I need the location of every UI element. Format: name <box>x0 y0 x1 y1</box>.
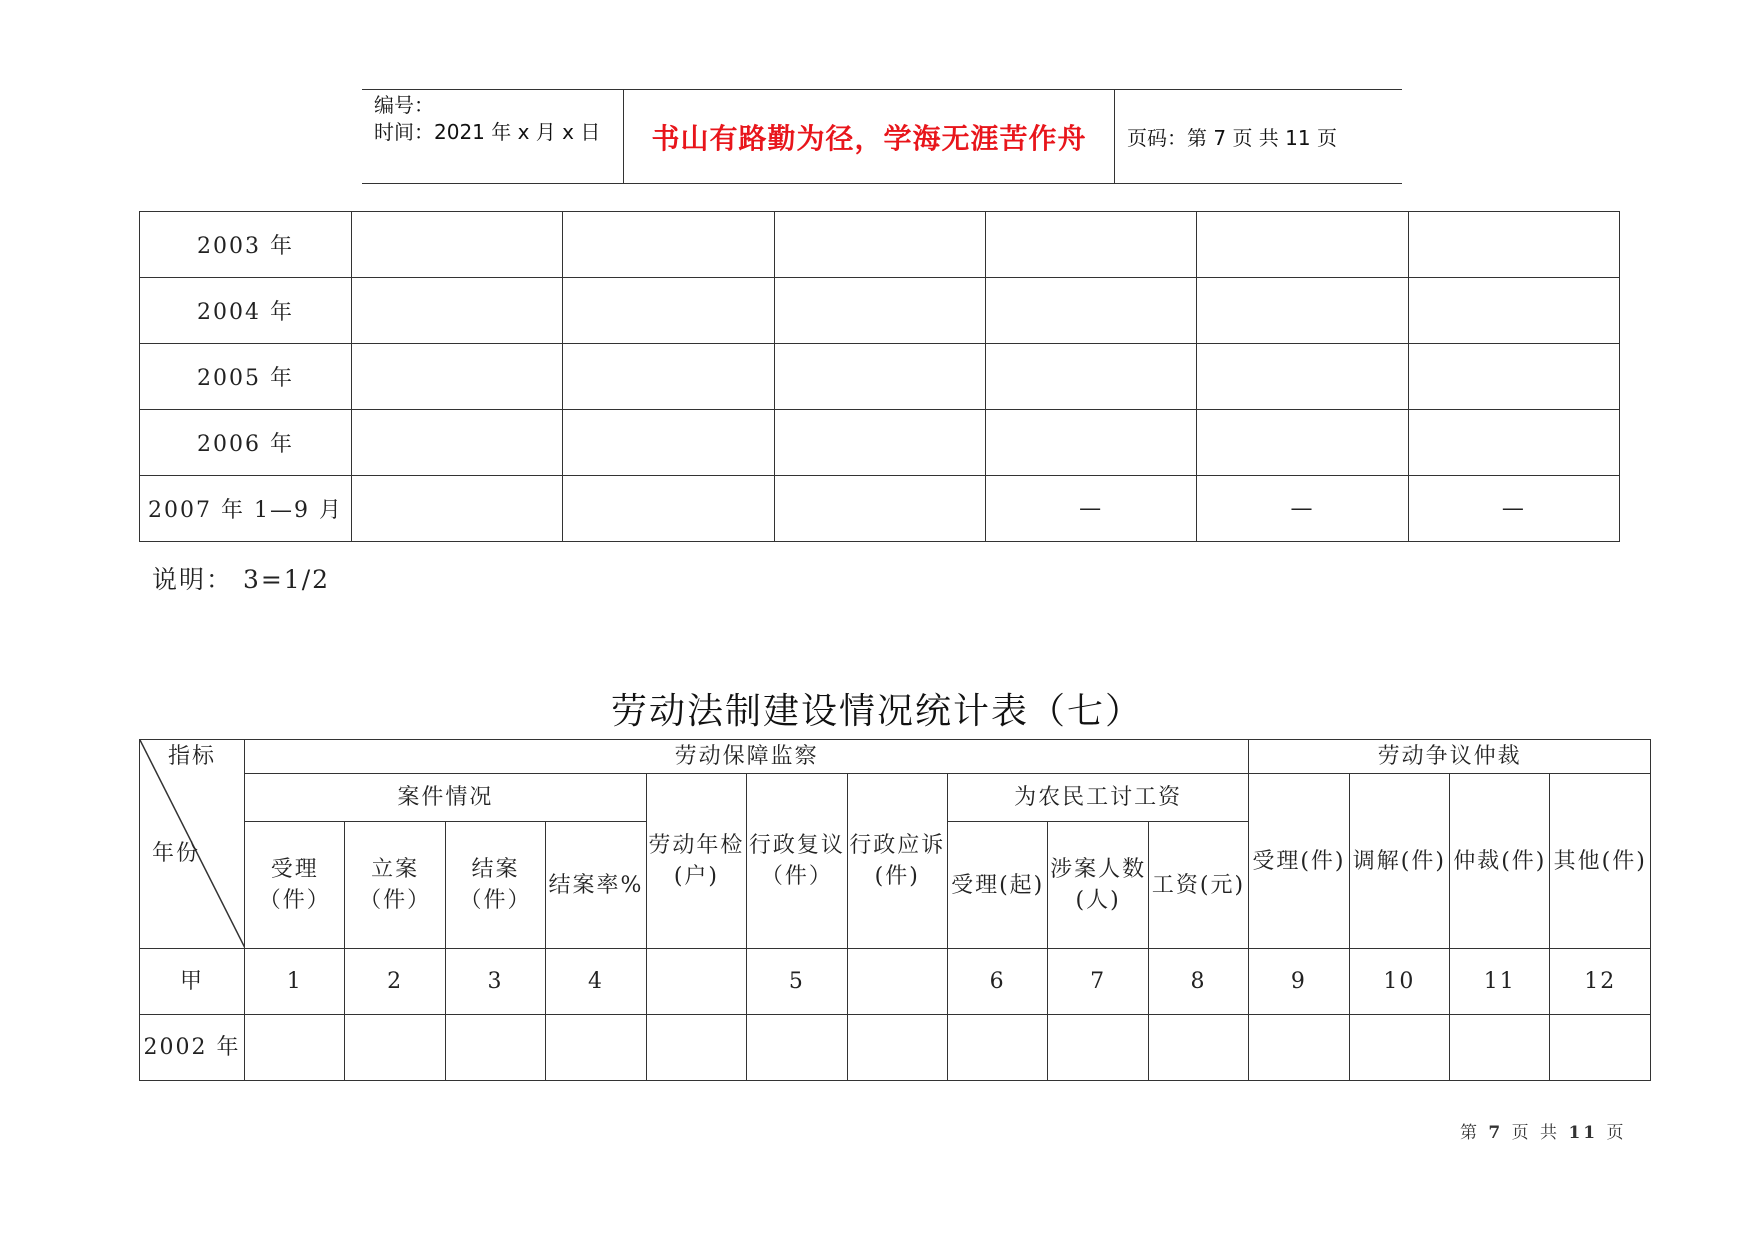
table-note: 说明： 3=1/2 <box>152 565 331 594</box>
data-cell <box>985 410 1196 476</box>
data-cell <box>1550 1015 1651 1081</box>
index-cell: 7 <box>1048 949 1148 1015</box>
footer-suffix: 页 <box>1606 1123 1627 1143</box>
data-cell: — <box>985 476 1196 542</box>
data-cell <box>1408 344 1619 410</box>
footer-total-pages: 11 <box>1568 1123 1599 1143</box>
group-header-arbitration: 劳动争议仲裁 <box>1249 740 1651 774</box>
stats-table-continued <box>139 211 1620 542</box>
data-cell <box>563 278 774 344</box>
footer-page-number: 7 <box>1488 1123 1504 1143</box>
index-row <box>140 949 1651 1015</box>
data-cell <box>1048 1015 1148 1081</box>
table-title: 劳动法制建设情况统计表（七） <box>610 691 1143 732</box>
data-cell <box>774 410 985 476</box>
data-cell <box>646 1015 746 1081</box>
data-cell <box>774 476 985 542</box>
col-header-arb-accepted: 受理(件) <box>1249 774 1349 949</box>
data-cell <box>352 212 563 278</box>
col-header-admin-review: 行政复议（件） <box>747 774 847 949</box>
index-cell: 4 <box>546 949 646 1015</box>
data-cell: — <box>1197 476 1408 542</box>
footer-prefix: 第 <box>1460 1123 1480 1143</box>
footer-mid: 页 共 <box>1511 1123 1561 1143</box>
index-row-label: 甲 <box>140 949 245 1015</box>
data-cell <box>1148 1015 1248 1081</box>
subgroup-header-wages: 为农民工讨工资 <box>947 774 1248 822</box>
table-row <box>140 212 1620 278</box>
col-header-wage-accepted: 受理(起) <box>947 822 1047 949</box>
table-row <box>140 344 1620 410</box>
col-header-filed: 立案（件） <box>345 822 445 949</box>
data-cell <box>546 1015 646 1081</box>
data-cell <box>1450 1015 1550 1081</box>
col-header-arb-other: 其他(件) <box>1550 774 1651 949</box>
data-cell <box>1197 278 1408 344</box>
index-cell: 12 <box>1550 949 1651 1015</box>
data-cell <box>352 344 563 410</box>
col-header-closed: 结案（件） <box>445 822 545 949</box>
index-cell: 10 <box>1349 949 1449 1015</box>
table-row <box>140 278 1620 344</box>
index-cell: 8 <box>1148 949 1248 1015</box>
data-cell <box>563 212 774 278</box>
data-cell <box>352 476 563 542</box>
data-cell <box>1408 212 1619 278</box>
data-cell <box>1408 410 1619 476</box>
document-time-label: 时间：2021 年 x 月 x 日 <box>374 120 601 144</box>
labor-law-stats-table <box>139 739 1651 1081</box>
data-cell <box>563 410 774 476</box>
table-row <box>140 1015 1651 1081</box>
col-header-accepted: 受理（件） <box>245 822 345 949</box>
data-cell <box>1249 1015 1349 1081</box>
corner-label-indicator: 指标 <box>168 744 217 769</box>
data-cell <box>774 344 985 410</box>
data-cell <box>985 278 1196 344</box>
page-footer <box>1460 1118 1627 1143</box>
header-meta <box>362 90 624 183</box>
header-motto: 书山有路勤为径，学海无涯苦作舟 <box>624 90 1115 183</box>
index-cell: 3 <box>445 949 545 1015</box>
data-cell <box>563 476 774 542</box>
corner-label-year: 年份 <box>152 841 201 866</box>
index-cell: 11 <box>1450 949 1550 1015</box>
index-cell: 6 <box>947 949 1047 1015</box>
data-cell <box>345 1015 445 1081</box>
year-cell: 2004 年 <box>140 278 352 344</box>
document-number-label: 编号： <box>374 93 434 117</box>
data-cell <box>985 212 1196 278</box>
year-cell: 2005 年 <box>140 344 352 410</box>
subgroup-header-cases: 案件情况 <box>245 774 647 822</box>
col-header-wage-people: 涉案人数(人) <box>1048 822 1148 949</box>
data-cell <box>774 278 985 344</box>
col-header-admin-suit: 行政应诉(件) <box>847 774 947 949</box>
table-row <box>140 476 1620 542</box>
group-header-supervision: 劳动保障监察 <box>245 740 1249 774</box>
data-cell: — <box>1408 476 1619 542</box>
year-cell: 2007 年 1—9 月 <box>140 476 352 542</box>
data-cell <box>352 410 563 476</box>
year-cell: 2006 年 <box>140 410 352 476</box>
data-cell <box>947 1015 1047 1081</box>
data-cell <box>1197 410 1408 476</box>
table-row <box>140 410 1620 476</box>
index-cell: 1 <box>245 949 345 1015</box>
data-cell <box>1349 1015 1449 1081</box>
corner-header-cell <box>140 740 245 949</box>
data-cell <box>352 278 563 344</box>
year-cell: 2003 年 <box>140 212 352 278</box>
data-cell <box>1197 212 1408 278</box>
page-header <box>362 89 1402 184</box>
col-header-wage-amount: 工资(元) <box>1148 822 1248 949</box>
col-header-close-rate: 结案率% <box>546 822 646 949</box>
data-cell <box>774 212 985 278</box>
index-cell: 9 <box>1249 949 1349 1015</box>
header-page-info: 页码：第 7 页 共 11 页 <box>1127 126 1337 150</box>
col-header-arb-mediated: 调解(件) <box>1349 774 1449 949</box>
data-cell <box>747 1015 847 1081</box>
data-cell <box>1408 278 1619 344</box>
index-cell <box>847 949 947 1015</box>
index-cell: 5 <box>747 949 847 1015</box>
index-cell: 2 <box>345 949 445 1015</box>
data-cell <box>985 344 1196 410</box>
data-cell <box>1197 344 1408 410</box>
col-header-annual-check: 劳动年检(户) <box>646 774 746 949</box>
data-cell <box>245 1015 345 1081</box>
year-cell: 2002 年 <box>140 1015 245 1081</box>
data-cell <box>445 1015 545 1081</box>
index-cell <box>646 949 746 1015</box>
col-header-arb-ruled: 仲裁(件) <box>1450 774 1550 949</box>
data-cell <box>847 1015 947 1081</box>
data-cell <box>563 344 774 410</box>
